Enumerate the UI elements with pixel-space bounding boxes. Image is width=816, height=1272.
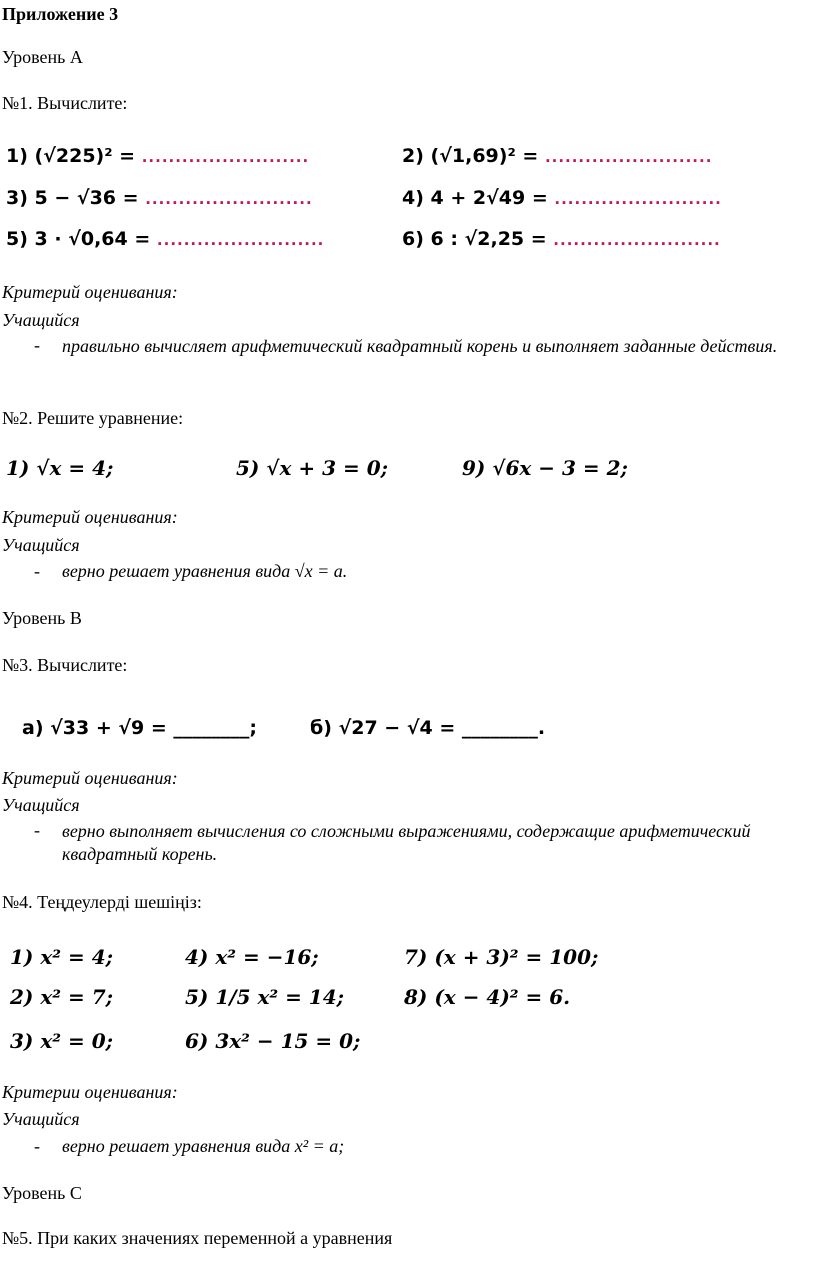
task2-student-label: Учащийся <box>2 535 80 555</box>
task3-title: №3. Вычислите: <box>2 655 128 675</box>
item-expression: (√225)² = <box>34 145 136 167</box>
answer-blank: ......................... <box>141 148 310 166</box>
task1-item-5 <box>6 228 324 250</box>
task4-student-label: Учащийся <box>2 1109 80 1129</box>
task1-item-1 <box>6 145 309 167</box>
task4-item-6: 6) 3x² − 15 = 0; <box>185 1029 361 1053</box>
item-expression: 3 · √0,64 = <box>34 228 151 250</box>
task2-item-1: 1) √x = 4; <box>6 456 114 480</box>
task4-item-4: 4) x² = −16; <box>185 945 319 969</box>
task2-item-9: 9) √6x − 3 = 2; <box>462 456 628 480</box>
item-expression: 6 : √2,25 = <box>430 228 547 250</box>
bullet-dash: - <box>34 1136 40 1156</box>
task4-criteria-item: верно решает уравнения вида x² = a; <box>62 1136 345 1156</box>
task4-title: №4. Теңдеулерді шешіңіз: <box>2 892 202 912</box>
level-c-heading: Уровень С <box>2 1183 82 1203</box>
item-number: 2) <box>402 145 424 167</box>
task1-student-label: Учащийся <box>2 310 80 330</box>
task1-item-4 <box>402 187 722 209</box>
item-number: 5) <box>6 228 28 250</box>
task1-criteria-item: правильно вычисляет арифметический квадратный корень и выполняет заданные действия. <box>62 336 778 356</box>
answer-blank: ......................... <box>544 148 713 166</box>
task2-criteria-label: Критерий оценивания: <box>2 507 178 527</box>
task4-item-8: 8) (x − 4)² = 6. <box>404 985 571 1009</box>
task2-item-5: 5) √x + 3 = 0; <box>236 456 388 480</box>
answer-blank: ......................... <box>145 190 313 208</box>
answer-blank: ......................... <box>156 231 325 249</box>
task4-item-1: 1) x² = 4; <box>10 945 114 969</box>
task3-criteria-item: верно выполняет вычисления со сложными выражениями, содержащие арифметический квадратный корень. <box>62 821 751 864</box>
task3-item-a: а) √33 + √9 = ________; <box>22 717 258 739</box>
bullet-dash: - <box>34 335 40 355</box>
task1-item-2 <box>402 145 712 167</box>
answer-blank: ......................... <box>554 190 722 208</box>
answer-blank: ......................... <box>553 231 721 249</box>
task4-item-2: 2) x² = 7; <box>10 985 114 1009</box>
item-number: 1) <box>6 145 28 167</box>
task1-criteria-label: Критерий оценивания: <box>2 282 178 302</box>
task2-title: №2. Решите уравнение: <box>2 408 184 428</box>
task1-item-3 <box>6 187 313 209</box>
item-number: 6) <box>402 228 424 250</box>
task1-title: №1. Вычислите: <box>2 93 128 113</box>
item-expression: (√1,69)² = <box>430 145 539 167</box>
task4-item-5: 5) 1/5 x² = 14; <box>185 985 345 1009</box>
task1-item-6 <box>402 228 721 250</box>
item-expression: 5 − √36 = <box>34 187 139 209</box>
bullet-dash: - <box>34 820 40 840</box>
level-a-heading: Уровень А <box>2 47 83 67</box>
item-number: 4) <box>402 187 424 209</box>
task4-item-7: 7) (x + 3)² = 100; <box>404 945 599 969</box>
task2-criteria-item: верно решает уравнения вида √x = a. <box>62 561 348 581</box>
item-number: 3) <box>6 187 28 209</box>
item-expression: 4 + 2√49 = <box>430 187 548 209</box>
task3-criteria-label: Критерий оценивания: <box>2 768 178 788</box>
task4-criteria-label: Критерии оценивания: <box>2 1082 178 1102</box>
bullet-dash: - <box>34 561 40 581</box>
task3-student-label: Учащийся <box>2 795 80 815</box>
task3-item-b: б) √27 − √4 = ________. <box>310 717 546 739</box>
task4-item-3: 3) x² = 0; <box>10 1029 114 1053</box>
level-b-heading: Уровень В <box>2 608 82 628</box>
page-title: Приложение 3 <box>2 4 119 24</box>
task5-title: №5. При каких значениях переменной a уравнения <box>2 1228 393 1248</box>
